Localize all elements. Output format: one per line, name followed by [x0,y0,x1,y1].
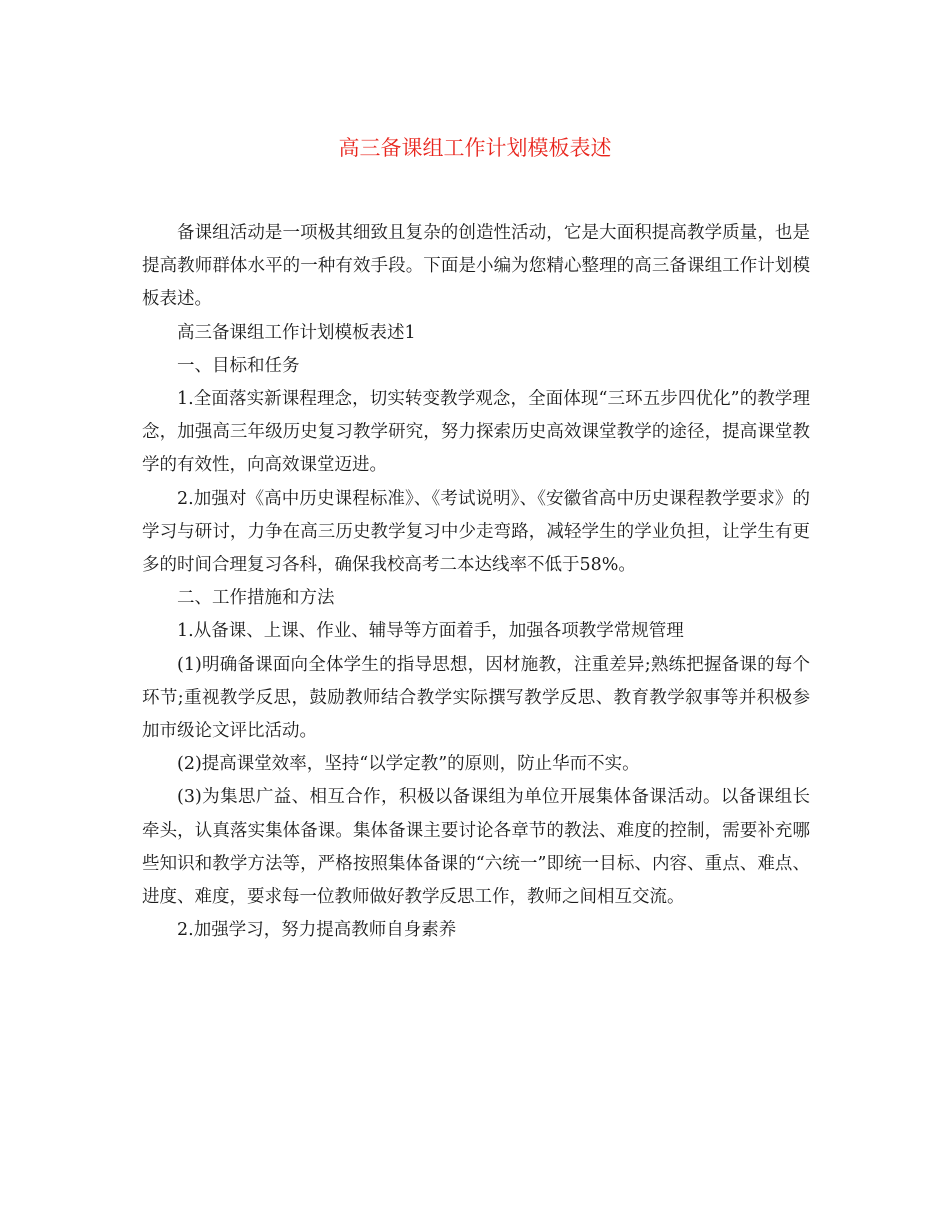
document-title: 高三备课组工作计划模板表述 [338,136,612,160]
document-body [142,217,810,947]
measure-item-2: 2.加强学习，努力提高教师自身素养 [177,920,457,941]
goal-item-1: 1.全面落实新课程理念，切实转变教学观念，全面体现“三环五步四优化”的教学理念，加强高三年级历史复习教学研究，努力探索历史高效课堂教学的途径，提高课堂教学的有效性，向高效课堂迈进。 [142,389,810,476]
heading-measures-and-methods: 二、工作措施和方法 [177,588,335,609]
measure-subitem-1: (1)明确备课面向全体学生的指导思想，因材施教，注重差异;熟练把握备课的每个环节;重视教学反思，鼓励教师结合教学实际撰写教学反思、教育教学叙事等并积极参加市级论文评比活动。 [142,654,810,742]
measure-subitem-2: (2)提高课堂效率，坚持“以学定教”的原则，防止华而不实。 [177,754,640,775]
measure-subitem-3: (3)为集思广益、相互合作，积极以备课组为单位开展集体备课活动。以备课组长牵头，认真落实集体备课。集体备课主要讨论各章节的教法、难度的控制，需要补充哪些知识和教学方法等，严格按照集体备课的“六统一”即统一目标、内容、重点、难点、进度、难度，要求每一位教师做好教学反思工作，教师之间相互交流。 [142,787,810,908]
section-heading-plan-1: 高三备课组工作计划模板表述1 [177,322,416,343]
intro-paragraph: 备课组活动是一项极其细致且复杂的创造性活动，它是大面积提高教学质量，也是提高教师群体水平的一种有效手段。下面是小编为您精心整理的高三备课组工作计划模板表述。 [142,223,810,310]
heading-goals-and-tasks: 一、目标和任务 [177,355,300,376]
measure-item-1: 1.从备课、上课、作业、辅导等方面着手，加强各项教学常规管理 [177,621,684,642]
goal-item-2: 2.加强对《高中历史课程标准》、《考试说明》、《安徽省高中历史课程教学要求》的学习与研讨，力争在高三历史教学复习中少走弯路，减轻学生的学业负担，让学生有更多的时间合理复习各科，确保我校高考二本达线率不低于58%。 [142,488,810,576]
